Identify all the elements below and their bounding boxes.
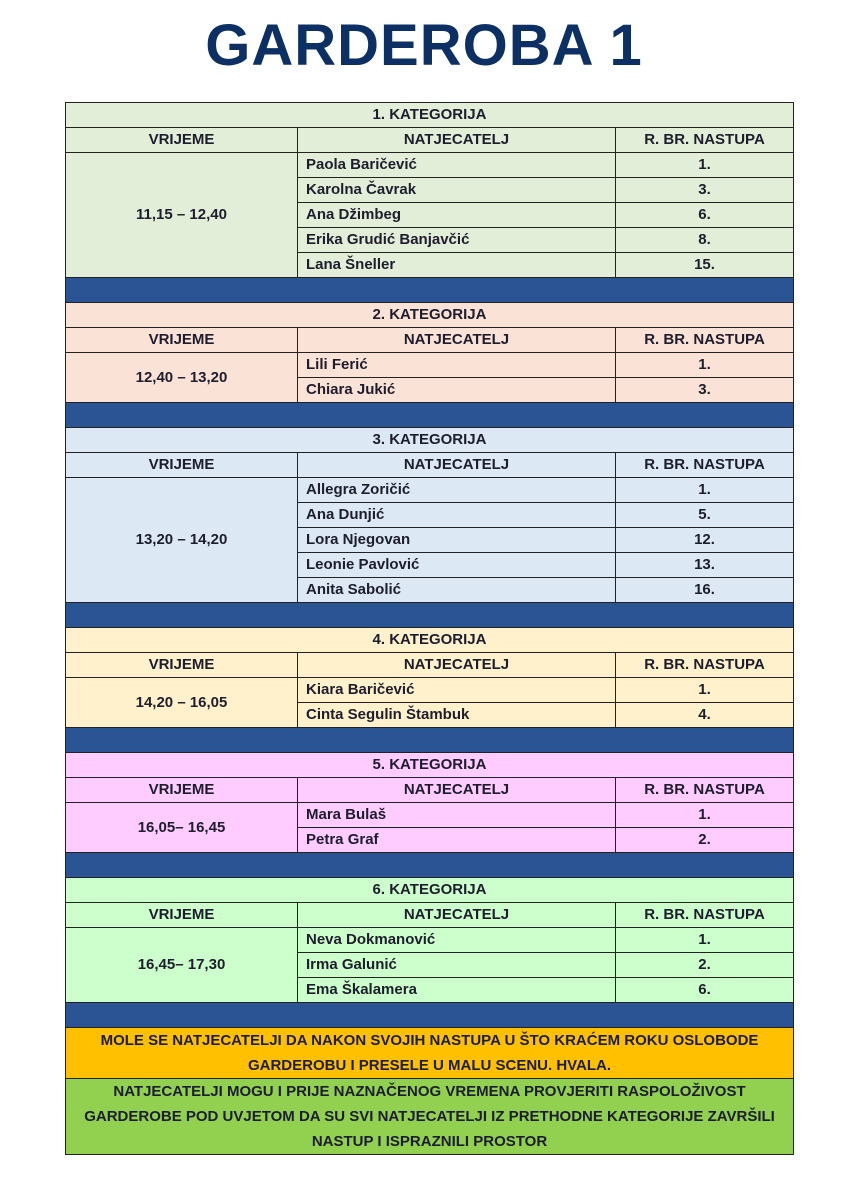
category-header-row (66, 103, 794, 128)
separator-bar (66, 278, 794, 303)
category-title: 5. KATEGORIJA (66, 753, 794, 778)
page-title: GARDEROBA 1 (205, 13, 643, 78)
separator-bar (66, 728, 794, 753)
separator-bar (66, 853, 794, 878)
performance-order: 6. (616, 203, 794, 228)
header-contestant: NATJECATELJ (298, 653, 616, 678)
availability-notice: NATJECATELJI MOGU I PRIJE NAZNAČENOG VREMENA PROVJERITI RASPOLOŽIVOST GARDEROBE POD UVJETOM DA SU SVI NATJECATELJI IZ PRETHODNE KATEGORIJE ZAVRŠILI NASTUP I ISPRAZNILI PROSTOR (66, 1079, 794, 1155)
column-header-row (66, 903, 794, 928)
contestant-name: Chiara Jukić (298, 378, 616, 403)
header-time: VRIJEME (66, 778, 298, 803)
contestant-name: Irma Galunić (298, 953, 616, 978)
table-row (66, 803, 794, 828)
contestant-name: Lora Njegovan (298, 528, 616, 553)
time-slot: 11,15 – 12,40 (66, 153, 298, 278)
contestant-name: Neva Dokmanović (298, 928, 616, 953)
header-contestant: NATJECATELJ (298, 453, 616, 478)
contestant-name: Cinta Segulin Štambuk (298, 703, 616, 728)
contestant-name: Allegra Zoričić (298, 478, 616, 503)
separator-row (66, 403, 794, 428)
performance-order: 1. (616, 478, 794, 503)
separator-bar (66, 403, 794, 428)
contestant-name: Ana Dunjić (298, 503, 616, 528)
time-slot: 14,20 – 16,05 (66, 678, 298, 728)
table-row (66, 153, 794, 178)
note-row (66, 1028, 794, 1079)
category-title: 4. KATEGORIJA (66, 628, 794, 653)
separator-row (66, 1003, 794, 1028)
header-order: R. BR. NASTUPA (616, 778, 794, 803)
column-header-row (66, 778, 794, 803)
schedule-table (65, 102, 794, 1155)
column-header-row (66, 328, 794, 353)
category-title: 1. KATEGORIJA (66, 103, 794, 128)
performance-order: 1. (616, 153, 794, 178)
header-time: VRIJEME (66, 653, 298, 678)
performance-order: 1. (616, 928, 794, 953)
performance-order: 3. (616, 178, 794, 203)
table-row (66, 928, 794, 953)
contestant-name: Erika Grudić Banjavčić (298, 228, 616, 253)
header-contestant: NATJECATELJ (298, 903, 616, 928)
category-header-row (66, 303, 794, 328)
header-order: R. BR. NASTUPA (616, 328, 794, 353)
table-row (66, 353, 794, 378)
performance-order: 4. (616, 703, 794, 728)
time-slot: 16,05– 16,45 (66, 803, 298, 853)
separator-row (66, 853, 794, 878)
separator-bar (66, 603, 794, 628)
column-header-row (66, 453, 794, 478)
performance-order: 12. (616, 528, 794, 553)
performance-order: 15. (616, 253, 794, 278)
performance-order: 1. (616, 353, 794, 378)
column-header-row (66, 653, 794, 678)
performance-order: 1. (616, 678, 794, 703)
header-time: VRIJEME (66, 328, 298, 353)
category-title: 6. KATEGORIJA (66, 878, 794, 903)
header-contestant: NATJECATELJ (298, 328, 616, 353)
contestant-name: Leonie Pavlović (298, 553, 616, 578)
contestant-name: Paola Baričević (298, 153, 616, 178)
time-slot: 12,40 – 13,20 (66, 353, 298, 403)
contestant-name: Lili Ferić (298, 353, 616, 378)
table-row (66, 478, 794, 503)
header-time: VRIJEME (66, 453, 298, 478)
category-title: 3. KATEGORIJA (66, 428, 794, 453)
category-header-row (66, 628, 794, 653)
header-order: R. BR. NASTUPA (616, 453, 794, 478)
contestant-name: Karolna Čavrak (298, 178, 616, 203)
header-order: R. BR. NASTUPA (616, 903, 794, 928)
contestant-name: Lana Šneller (298, 253, 616, 278)
category-header-row (66, 753, 794, 778)
contestant-name: Mara Bulaš (298, 803, 616, 828)
performance-order: 13. (616, 553, 794, 578)
header-order: R. BR. NASTUPA (616, 653, 794, 678)
performance-order: 5. (616, 503, 794, 528)
time-slot: 16,45– 17,30 (66, 928, 298, 1003)
separator-bar (66, 1003, 794, 1028)
header-contestant: NATJECATELJ (298, 128, 616, 153)
header-time: VRIJEME (66, 903, 298, 928)
performance-order: 2. (616, 953, 794, 978)
time-slot: 13,20 – 14,20 (66, 478, 298, 603)
performance-order: 3. (616, 378, 794, 403)
wardrobe-notice: MOLE SE NATJECATELJI DA NAKON SVOJIH NASTUPA U ŠTO KRAĆEM ROKU OSLOBODE GARDEROBU I PRESELE U MALU SCENU. HVALA. (66, 1028, 794, 1079)
category-header-row (66, 428, 794, 453)
separator-row (66, 278, 794, 303)
header-time: VRIJEME (66, 128, 298, 153)
note-row (66, 1079, 794, 1155)
header-contestant: NATJECATELJ (298, 778, 616, 803)
performance-order: 2. (616, 828, 794, 853)
header-order: R. BR. NASTUPA (616, 128, 794, 153)
contestant-name: Petra Graf (298, 828, 616, 853)
performance-order: 8. (616, 228, 794, 253)
performance-order: 16. (616, 578, 794, 603)
contestant-name: Kiara Baričević (298, 678, 616, 703)
separator-row (66, 603, 794, 628)
performance-order: 6. (616, 978, 794, 1003)
contestant-name: Ema Škalamera (298, 978, 616, 1003)
separator-row (66, 728, 794, 753)
category-title: 2. KATEGORIJA (66, 303, 794, 328)
category-header-row (66, 878, 794, 903)
column-header-row (66, 128, 794, 153)
contestant-name: Ana Džimbeg (298, 203, 616, 228)
contestant-name: Anita Sabolić (298, 578, 616, 603)
table-row (66, 678, 794, 703)
performance-order: 1. (616, 803, 794, 828)
